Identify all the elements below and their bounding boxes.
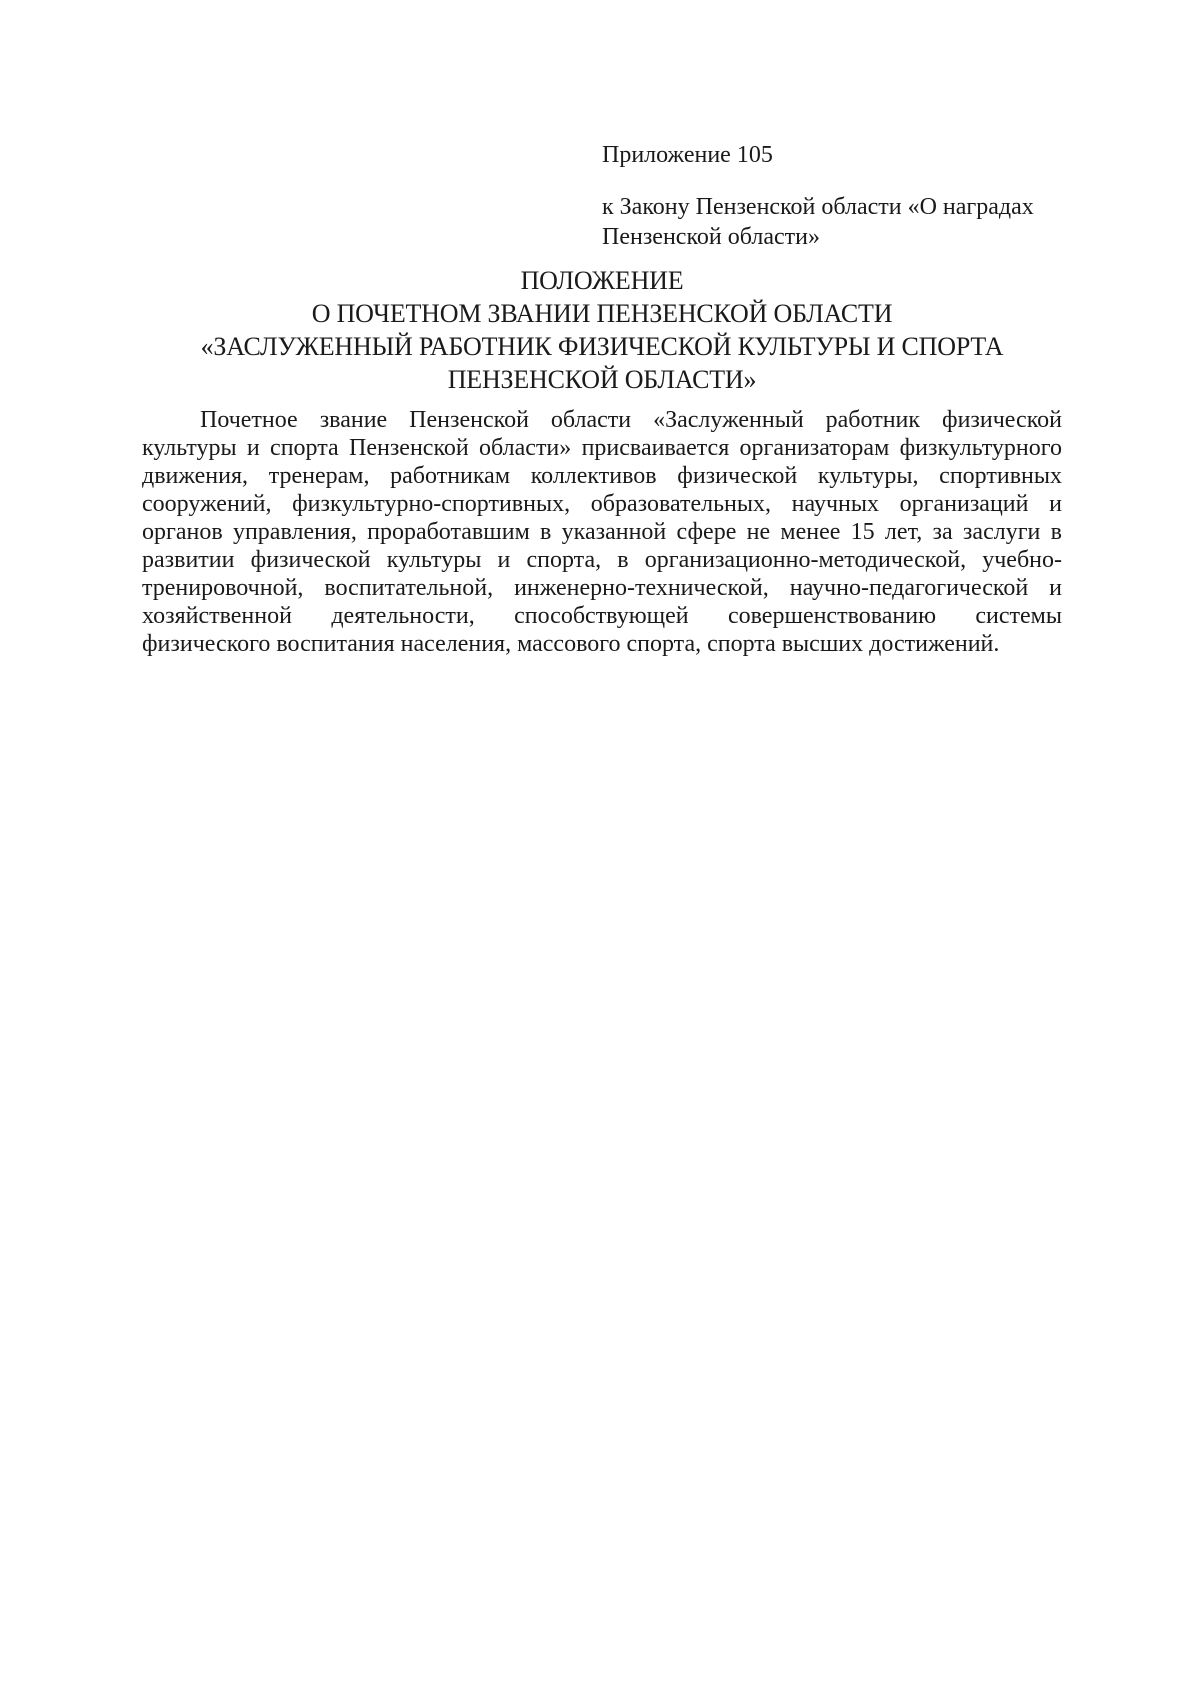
document-title xyxy=(142,264,1062,396)
annex-reference: к Закону Пензенской области «О наградах Пензенской области» xyxy=(602,194,1034,250)
annex-number: Приложение 105 xyxy=(602,142,773,168)
title-line-3: «ЗАСЛУЖЕННЫЙ РАБОТНИК ФИЗИЧЕСКОЙ КУЛЬТУРЫ И СПОРТА xyxy=(200,332,1004,361)
title-line-1: ПОЛОЖЕНИЕ xyxy=(520,266,684,295)
title-line-2: О ПОЧЕТНОМ ЗВАНИИ ПЕНЗЕНСКОЙ ОБЛАСТИ xyxy=(311,299,893,328)
body-paragraph: Почетное звание Пензенской области «Заслуженный работник физической культуры и спорта Пензенской области» присваивается организаторам физкультурного движения, тренерам, работникам коллективов физической культуры, спортивных сооружений, физкультурно-спортивных, образовательных, научных организаций и органов управления, проработавшим в указанной сфере не менее 15 лет, за заслуги в развитии физической культуры и спорта, в организационно-методической, учебно-тренировочной, воспитательной, инженерно-технической, научно-педагогической и хозяйственной деятельности, способствующей совершенствованию системы физического воспитания населения, массового спорта, спорта высших достижений. xyxy=(142,407,1062,657)
annex-header xyxy=(602,140,1072,252)
title-line-4: ПЕНЗЕНСКОЙ ОБЛАСТИ» xyxy=(447,365,757,394)
